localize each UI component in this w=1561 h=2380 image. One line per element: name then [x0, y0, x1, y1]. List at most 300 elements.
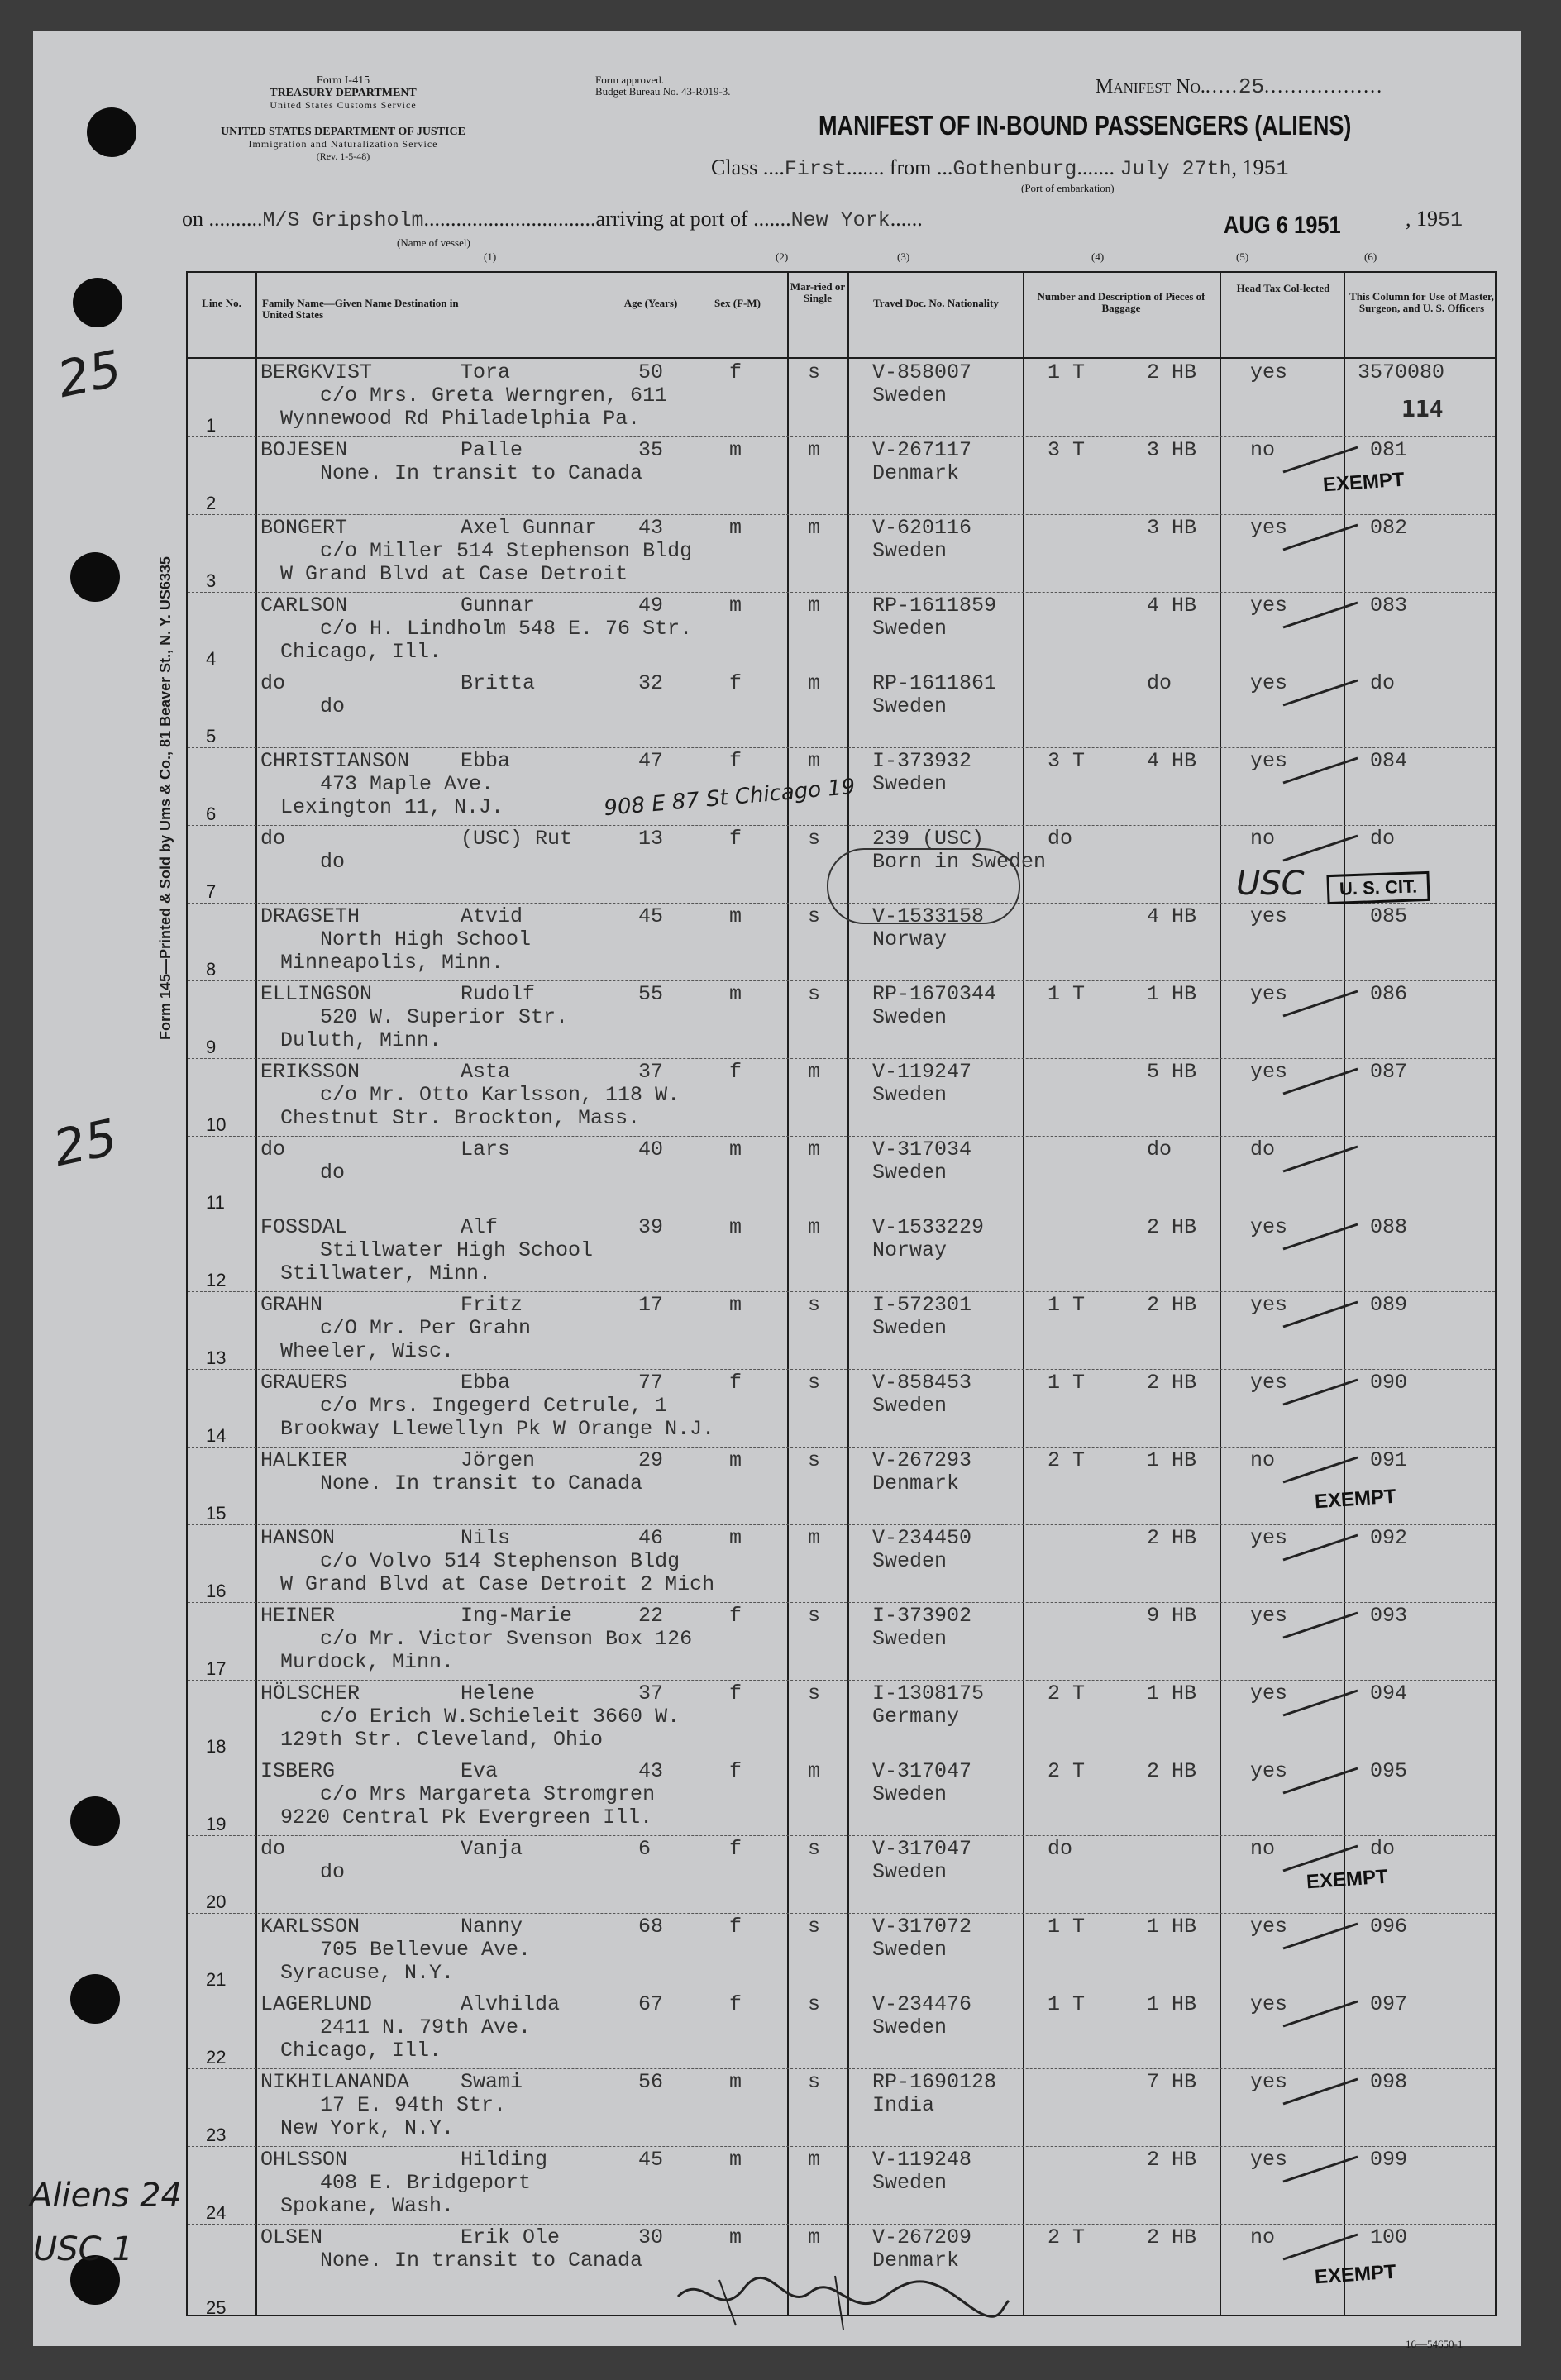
given-name: Alf	[461, 1215, 499, 1239]
head-tax: yes	[1250, 1371, 1288, 1395]
usc-count: USC 1	[33, 2230, 133, 2268]
head-tax: no	[1250, 438, 1276, 462]
nationality: Germany	[872, 1705, 960, 1729]
head-tax: yes	[1250, 516, 1288, 540]
travel-doc-number: 239 (USC)	[872, 827, 985, 851]
nationality: Denmark	[872, 1471, 960, 1495]
nationality: Sweden	[872, 1005, 948, 1029]
sex: f	[729, 1681, 742, 1705]
sex: m	[729, 516, 742, 540]
family-name: NIKHILANANDA	[260, 2070, 410, 2094]
line-number: 25	[206, 2297, 227, 2318]
travel-doc-number: RP-1611859	[872, 594, 997, 618]
marital-status: m	[808, 516, 821, 540]
age: 39	[638, 1215, 664, 1239]
officer-number: 085	[1370, 904, 1408, 928]
destination-line-2: Murdock, Minn.	[280, 1650, 455, 1674]
check-mark	[1279, 1142, 1362, 1176]
arrival-year-line	[1406, 207, 1463, 232]
sex: m	[729, 982, 742, 1006]
nationality: Sweden	[872, 1083, 948, 1107]
check-mark	[1279, 1609, 1362, 1642]
destination-line-2: 9220 Central Pk Evergreen Ill.	[280, 1805, 653, 1829]
row-divider	[188, 1369, 1495, 1370]
travel-doc-number: V-119248	[872, 2148, 972, 2172]
embarkation-year: 51	[1263, 157, 1289, 181]
age: 67	[638, 1992, 664, 2016]
given-name: Alvhilda	[461, 1992, 561, 2016]
destination-line-1: c/o Mrs. Greta Werngren, 611	[320, 384, 668, 408]
destination-line-2: Minneapolis, Minn.	[280, 951, 504, 975]
travel-doc-number: V-267209	[872, 2225, 972, 2249]
check-mark	[1279, 1997, 1362, 2030]
from-label: from	[889, 155, 932, 179]
hand-baggage: 1 HB	[1147, 1681, 1197, 1705]
nationality: Sweden	[872, 2015, 948, 2039]
pieces: 2 T	[1048, 2225, 1086, 2249]
form-header-left	[190, 74, 496, 112]
justice-header	[178, 126, 508, 163]
check-mark	[1279, 676, 1362, 709]
punch-hole	[70, 1796, 120, 1846]
age: 50	[638, 360, 664, 384]
manifest-number-block: Manifest No......25..................	[1096, 74, 1384, 99]
line-number: 11	[206, 1192, 225, 1213]
travel-doc-number: V-620116	[872, 516, 972, 540]
vessel-line: on ..........M/S Gripsholm................................arriving at port of .......New York......	[182, 207, 923, 232]
exempt-stamp: EXEMPT	[1322, 468, 1406, 497]
officer-number: 3570080	[1358, 360, 1445, 384]
row-divider	[188, 825, 1495, 826]
marital-status: s	[808, 360, 821, 384]
head-tax: yes	[1250, 2148, 1288, 2172]
arriving-label: arriving at port of	[595, 207, 748, 231]
pieces: 2 T	[1048, 1681, 1086, 1705]
destination-line-1: c/o Volvo 514 Stephenson Bldg	[320, 1549, 680, 1573]
family-name: ISBERG	[260, 1759, 336, 1783]
officer-number: 093	[1370, 1604, 1408, 1628]
officer-number: 081	[1370, 438, 1408, 462]
destination-line-1: do	[320, 1860, 346, 1884]
age: 32	[638, 671, 664, 695]
manifest-page	[30, 31, 1521, 2350]
on-label: on	[182, 207, 203, 231]
officer-number: 084	[1370, 749, 1408, 773]
line-number: 10	[206, 1114, 227, 1135]
hand-baggage: 1 HB	[1147, 982, 1197, 1006]
head-tax: yes	[1250, 1604, 1288, 1628]
sex: m	[729, 1293, 742, 1317]
sex: f	[729, 749, 742, 773]
family-name: HÖLSCHER	[260, 1681, 360, 1705]
officer-number: 095	[1370, 1759, 1408, 1783]
manifest-number: 25	[1238, 74, 1265, 99]
form-number: Form I-415	[316, 74, 370, 87]
year-prefix: , 19	[1231, 155, 1264, 179]
officer-number: 082	[1370, 516, 1408, 540]
row-divider	[188, 514, 1495, 515]
hand-baggage: 4 HB	[1147, 594, 1197, 618]
sex: m	[729, 1215, 742, 1239]
officer-number: 097	[1370, 1992, 1408, 2016]
hand-baggage: 2 HB	[1147, 2225, 1197, 2249]
footer-code: 16—54650-1	[1406, 2338, 1463, 2350]
family-name: GRAUERS	[260, 1371, 348, 1395]
hand-baggage: 1 HB	[1147, 1992, 1197, 2016]
sex: m	[729, 438, 742, 462]
given-name: Ebba	[461, 749, 511, 773]
marital-status: m	[808, 2148, 821, 2172]
given-name: (USC) Rut	[461, 827, 573, 851]
officer-number: do	[1370, 1837, 1396, 1861]
given-name: Britta	[461, 671, 536, 695]
destination-line-1: 705 Bellevue Ave.	[320, 1938, 532, 1962]
travel-doc-number: RP-1611861	[872, 671, 997, 695]
nationality: Sweden	[872, 772, 948, 796]
sex: m	[729, 594, 742, 618]
travel-doc-number: I-572301	[872, 1293, 972, 1317]
given-name: Asta	[461, 1060, 511, 1084]
family-name: LAGERLUND	[260, 1992, 373, 2016]
officer-count: 114	[1401, 395, 1444, 422]
customs-service: United States Customs Service	[270, 99, 417, 111]
head-tax: no	[1250, 827, 1276, 851]
hand-baggage: 4 HB	[1147, 749, 1197, 773]
given-name: Erik Ole	[461, 2225, 561, 2249]
line-number: 22	[206, 2047, 227, 2068]
manifest-number-label: Manifest No.	[1096, 76, 1205, 98]
check-mark	[1279, 443, 1362, 476]
line-number: 20	[206, 1891, 227, 1912]
age: 45	[638, 904, 664, 928]
marital-status: m	[808, 1138, 821, 1161]
sex: f	[729, 1915, 742, 1939]
family-name: CHRISTIANSON	[260, 749, 410, 773]
sex: m	[729, 2148, 742, 2172]
sex: m	[729, 1138, 742, 1161]
officer-number: 098	[1370, 2070, 1408, 2094]
pieces: 3 T	[1048, 438, 1086, 462]
travel-doc-number: V-119247	[872, 1060, 972, 1084]
destination-line-1: do	[320, 1161, 346, 1185]
handwritten-address: 908 E 87 St Chicago 19	[603, 774, 857, 822]
officer-number: 100	[1370, 2225, 1408, 2249]
family-name: HANSON	[260, 1526, 336, 1550]
vessel-name: M/S Gripsholm	[262, 208, 424, 232]
travel-doc-number: V-858007	[872, 360, 972, 384]
budget-bureau: Budget Bureau No. 43-R019-3.	[595, 85, 731, 98]
head-tax: yes	[1250, 1915, 1288, 1939]
check-mark	[1279, 1453, 1362, 1486]
age: 37	[638, 1060, 664, 1084]
given-name: Palle	[461, 438, 523, 462]
destination-line-2: Brookway Llewellyn Pk W Orange N.J.	[280, 1417, 715, 1441]
age: 29	[638, 1448, 664, 1472]
nationality: Sweden	[872, 2171, 948, 2195]
sex: f	[729, 1060, 742, 1084]
family-name: OHLSSON	[260, 2148, 348, 2172]
punch-hole	[87, 107, 136, 157]
head-tax: yes	[1250, 1293, 1288, 1317]
head-tax: yes	[1250, 671, 1288, 695]
hand-baggage: 2 HB	[1147, 1215, 1197, 1239]
destination-line-1: None. In transit to Canada	[320, 2249, 643, 2273]
destination-line-1: 17 E. 94th Str.	[320, 2093, 507, 2117]
given-name: Gunnar	[461, 594, 536, 618]
row-divider	[188, 980, 1495, 981]
head-tax: yes	[1250, 1681, 1288, 1705]
given-name: Fritz	[461, 1293, 523, 1317]
marital-status: s	[808, 827, 821, 851]
destination-line-1: c/o Mrs. Ingegerd Cetrule, 1	[320, 1394, 668, 1418]
row-divider	[188, 1447, 1495, 1448]
destination-line-2: W Grand Blvd at Case Detroit	[280, 562, 628, 586]
travel-doc-number: V-317034	[872, 1138, 972, 1161]
hand-baggage: 2 HB	[1147, 1371, 1197, 1395]
pieces: 1 T	[1048, 360, 1086, 384]
nationality: Sweden	[872, 1860, 948, 1884]
head-tax: no	[1250, 2225, 1276, 2249]
column-number: (5)	[1236, 250, 1249, 263]
officer-number: 096	[1370, 1915, 1408, 1939]
destination-line-2: Lexington 11, N.J.	[280, 795, 504, 819]
hand-baggage: 7 HB	[1147, 2070, 1197, 2094]
hand-baggage: 3 HB	[1147, 516, 1197, 540]
column-number: (3)	[897, 250, 910, 263]
nationality: India	[872, 2093, 935, 2117]
line-number: 17	[206, 1658, 227, 1679]
punch-hole	[70, 1974, 120, 2024]
column-header-head-tax: Head Tax Col-lected	[1236, 282, 1330, 294]
nationality: Denmark	[872, 461, 960, 485]
family-name: HALKIER	[260, 1448, 348, 1472]
destination-line-2: W Grand Blvd at Case Detroit 2 Mich	[280, 1572, 715, 1596]
check-mark	[1279, 1764, 1362, 1797]
hand-baggage: 2 HB	[1147, 2148, 1197, 2172]
destination-line-1: None. In transit to Canada	[320, 461, 643, 485]
check-mark	[1279, 832, 1362, 865]
nationality: Sweden	[872, 617, 948, 641]
nationality: Sweden	[872, 1316, 948, 1340]
port-of-embarkation: Gothenburg	[952, 157, 1077, 181]
nationality: Sweden	[872, 1549, 948, 1573]
destination-line-1: 2411 N. 79th Ave.	[320, 2015, 532, 2039]
line-number: 23	[206, 2125, 227, 2145]
port-embarkation-caption: (Port of embarkation)	[1021, 182, 1115, 194]
nationality: Norway	[872, 928, 948, 952]
destination-line-1: c/o Erich W.Schieleit 3660 W.	[320, 1705, 680, 1729]
family-name: KARLSSON	[260, 1915, 360, 1939]
marital-status: m	[808, 1526, 821, 1550]
destination-line-1: c/o Miller 514 Stephenson Bldg	[320, 539, 693, 563]
row-divider	[188, 747, 1495, 748]
officer-number: 090	[1370, 1371, 1408, 1395]
marital-status: s	[808, 1448, 821, 1472]
destination-line-1: North High School	[320, 928, 532, 952]
line-number: 1	[206, 415, 217, 436]
column-number: (1)	[484, 250, 497, 263]
travel-doc-number: V-858453	[872, 1371, 972, 1395]
check-mark	[1279, 521, 1362, 554]
given-name: Vanja	[461, 1837, 523, 1861]
row-divider	[188, 2068, 1495, 2069]
family-name: HEINER	[260, 1604, 336, 1628]
ins-service: Immigration and Naturalization Service	[248, 138, 438, 150]
given-name: Nanny	[461, 1915, 523, 1939]
marital-status: s	[808, 982, 821, 1006]
arrival-date-stamp: AUG 6 1951	[1224, 212, 1341, 239]
row-divider	[188, 2146, 1495, 2147]
line-number: 19	[206, 1814, 227, 1834]
nationality: Sweden	[872, 384, 948, 408]
given-name: Eva	[461, 1759, 499, 1783]
exempt-stamp: EXEMPT	[1314, 2260, 1397, 2289]
family-name: FOSSDAL	[260, 1215, 348, 1239]
officer-number: 091	[1370, 1448, 1408, 1472]
head-tax: no	[1250, 1448, 1276, 1472]
given-name: Atvid	[461, 904, 523, 928]
age: 46	[638, 1526, 664, 1550]
travel-doc-number: I-1308175	[872, 1681, 985, 1705]
marital-status: s	[808, 1604, 821, 1628]
family-name: CARLSON	[260, 594, 348, 618]
hand-baggage: do	[1147, 671, 1172, 695]
class-value: First	[784, 157, 847, 181]
line-number: 24	[206, 2202, 227, 2223]
destination-line-1: None. In transit to Canada	[320, 1471, 643, 1495]
check-mark	[1279, 1686, 1362, 1719]
family-name: GRAHN	[260, 1293, 323, 1317]
nationality: Sweden	[872, 1161, 948, 1185]
marital-status: s	[808, 1371, 821, 1395]
officer-number: 088	[1370, 1215, 1408, 1239]
nationality: Sweden	[872, 1782, 948, 1806]
line-number: 18	[206, 1736, 227, 1757]
line-number: 12	[206, 1270, 227, 1290]
pieces: 3 T	[1048, 749, 1086, 773]
given-name: Ebba	[461, 1371, 511, 1395]
travel-doc-number: V-1533158	[872, 904, 985, 928]
family-name: BERGKVIST	[260, 360, 373, 384]
destination-line-1: c/o Mr. Victor Svenson Box 126	[320, 1627, 693, 1651]
travel-doc-number: V-267117	[872, 438, 972, 462]
family-name: ELLINGSON	[260, 982, 373, 1006]
age: 35	[638, 438, 664, 462]
age: 45	[638, 2148, 664, 2172]
line-number: 13	[206, 1347, 227, 1368]
column-header-sex: Sex (F-M)	[714, 297, 761, 309]
hand-baggage: do	[1147, 1138, 1172, 1161]
head-tax: yes	[1250, 1526, 1288, 1550]
arrival-port: New York	[790, 208, 890, 232]
destination-line-1: do	[320, 694, 346, 718]
class-label: Class	[711, 155, 758, 179]
check-mark	[1279, 754, 1362, 787]
check-mark	[1279, 2153, 1362, 2186]
given-name: Lars	[461, 1138, 511, 1161]
travel-doc-number: V-234450	[872, 1526, 972, 1550]
age: 43	[638, 516, 664, 540]
hand-baggage: 2 HB	[1147, 1759, 1197, 1783]
head-tax: yes	[1250, 594, 1288, 618]
hand-baggage: 2 HB	[1147, 1526, 1197, 1550]
column-header-name: Family Name—Given Name Destination in United States	[262, 297, 459, 321]
destination-line-1: c/O Mr. Per Grahn	[320, 1316, 532, 1340]
family-name: do	[260, 1138, 286, 1161]
sex: f	[729, 1371, 742, 1395]
manifest-title: MANIFEST OF IN-BOUND PASSENGERS (ALIENS)	[819, 110, 1352, 141]
given-name: Tora	[461, 360, 511, 384]
line-number: 8	[206, 959, 217, 980]
sex: f	[729, 1759, 742, 1783]
pieces: 1 T	[1048, 1992, 1086, 2016]
family-name: OLSEN	[260, 2225, 323, 2249]
row-divider	[188, 1913, 1495, 1914]
manifest-table-body	[188, 359, 1495, 2316]
given-name: Ing-Marie	[461, 1604, 573, 1628]
hand-baggage: 1 HB	[1147, 1915, 1197, 1939]
age: 56	[638, 2070, 664, 2094]
column-header-line: Line No.	[202, 297, 241, 309]
destination-line-2: Chicago, Ill.	[280, 2039, 442, 2063]
check-mark	[1279, 1920, 1362, 1953]
destination-line-2: Wheeler, Wisc.	[280, 1339, 455, 1363]
head-tax: yes	[1250, 2070, 1288, 2094]
sex: f	[729, 671, 742, 695]
line-number: 5	[206, 726, 217, 746]
table-row	[188, 1503, 1495, 1601]
head-tax: yes	[1250, 1759, 1288, 1783]
table-row	[188, 493, 1495, 591]
officer-number: 089	[1370, 1293, 1408, 1317]
table-row	[188, 359, 1495, 436]
destination-line-2: 129th Str. Cleveland, Ohio	[280, 1728, 604, 1752]
check-mark	[1279, 987, 1362, 1020]
check-mark	[1279, 1220, 1362, 1253]
row-divider	[188, 1602, 1495, 1603]
row-divider	[188, 1524, 1495, 1525]
column-number: (2)	[776, 250, 789, 263]
sex: f	[729, 360, 742, 384]
marital-status: m	[808, 1060, 821, 1084]
pieces: 1 T	[1048, 1915, 1086, 1939]
head-tax: yes	[1250, 360, 1288, 384]
hand-baggage: 4 HB	[1147, 904, 1197, 928]
nationality: Sweden	[872, 1938, 948, 1962]
check-mark	[1279, 1298, 1362, 1331]
printer-imprint: Form 145—Printed & Sold by Ums & Co., 81 Beaver St., N. Y. US6335	[157, 556, 174, 1040]
line-number: 2	[206, 493, 217, 513]
line-number: 16	[206, 1581, 227, 1601]
punch-hole	[70, 552, 120, 602]
sex: m	[729, 2070, 742, 2094]
nationality: Sweden	[872, 1394, 948, 1418]
circled-entry	[827, 848, 1020, 924]
travel-doc-number: V-267293	[872, 1448, 972, 1472]
pieces: 1 T	[1048, 1293, 1086, 1317]
age: 17	[638, 1293, 664, 1317]
check-mark	[1279, 599, 1362, 632]
travel-doc-number: V-234476	[872, 1992, 972, 2016]
line-number: 3	[206, 570, 217, 591]
manifest-table	[186, 271, 1497, 2316]
form-approved: Form approved.	[595, 74, 665, 86]
officer-number: do	[1370, 671, 1396, 695]
officer-number: do	[1370, 827, 1396, 851]
marital-status: s	[808, 1293, 821, 1317]
justice-department: UNITED STATES DEPARTMENT OF JUSTICE	[221, 126, 465, 138]
hand-baggage: 2 HB	[1147, 360, 1197, 384]
